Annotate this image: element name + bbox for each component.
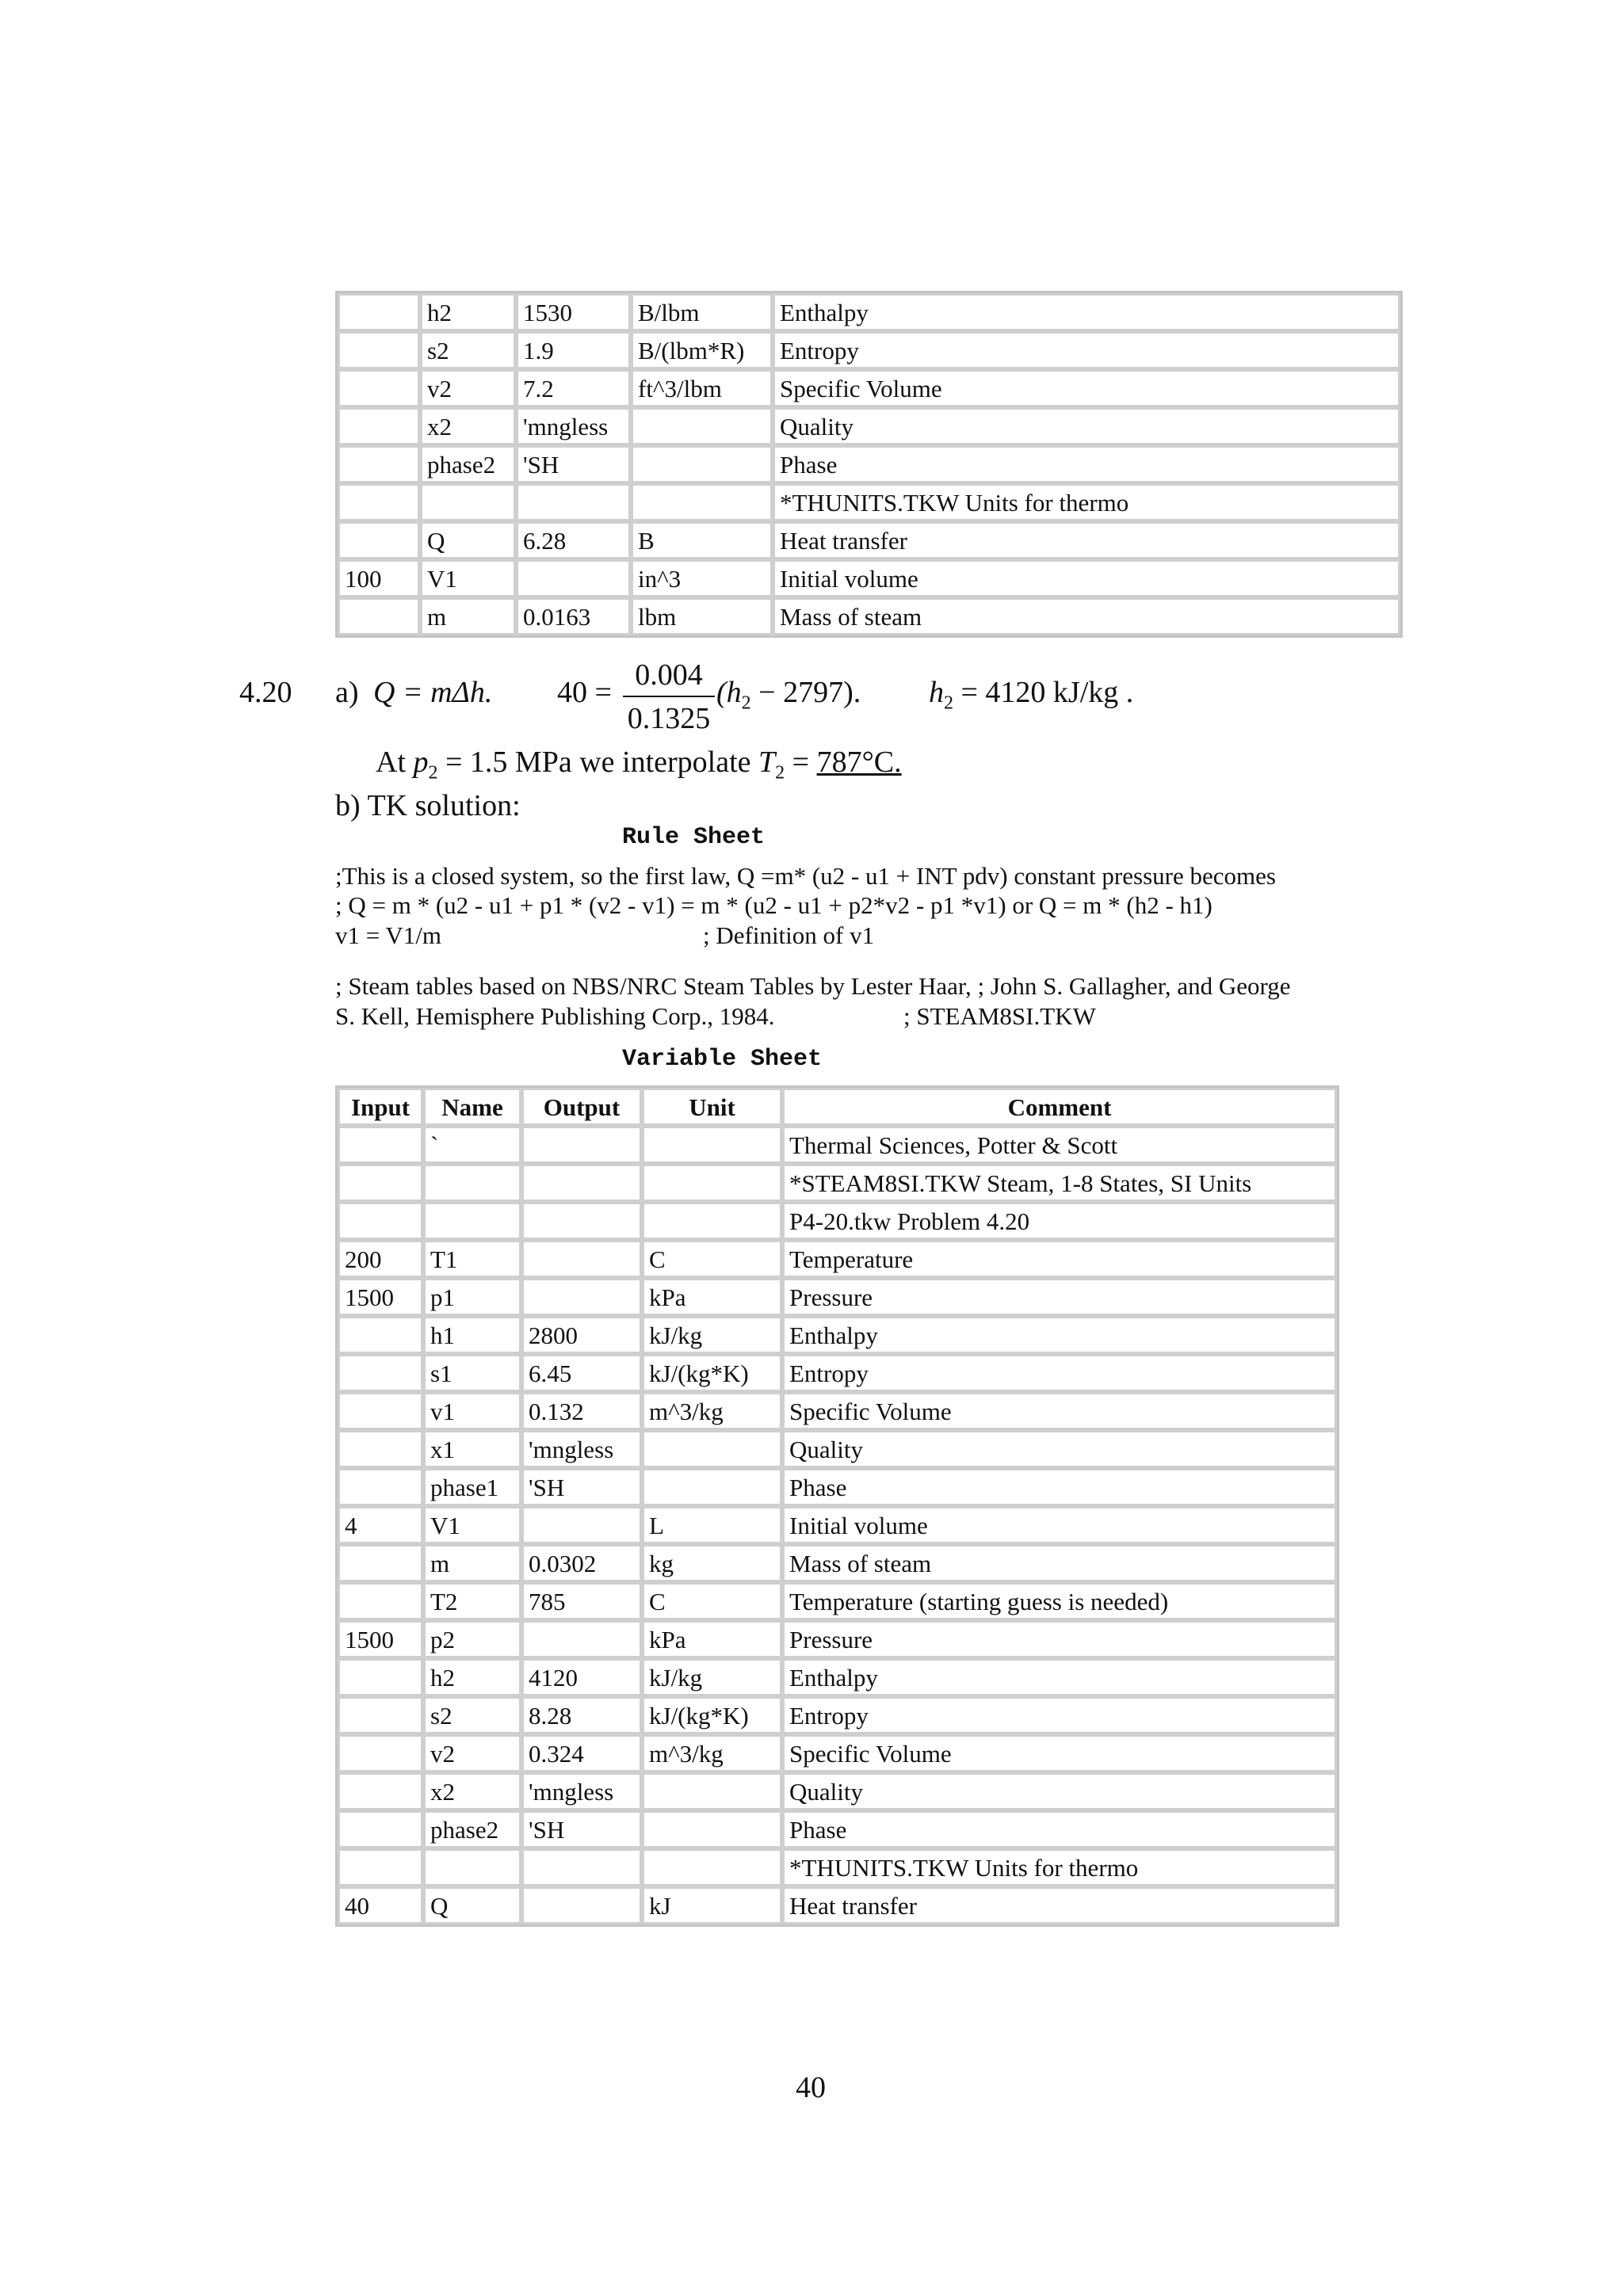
name-cell bbox=[420, 483, 516, 521]
interp-result: 787°C. bbox=[816, 746, 902, 779]
unit-cell: L bbox=[642, 1506, 782, 1544]
eq2-paren-h: (h bbox=[716, 676, 742, 709]
table-row bbox=[338, 1772, 1337, 1810]
output-cell: 0.324 bbox=[521, 1734, 642, 1772]
table-row bbox=[338, 1240, 1337, 1278]
output-cell bbox=[521, 1278, 642, 1316]
name-cell: T1 bbox=[423, 1240, 521, 1278]
output-cell: 785 bbox=[521, 1582, 642, 1620]
unit-cell: kJ/kg bbox=[642, 1316, 782, 1354]
header-row bbox=[338, 1088, 1337, 1126]
output-cell bbox=[521, 1164, 642, 1202]
table1-body bbox=[338, 293, 1400, 635]
problem-number: 4.20 bbox=[239, 676, 292, 709]
comment-cell: P4-20.tkw Problem 4.20 bbox=[782, 1202, 1337, 1240]
input-cell bbox=[338, 293, 420, 331]
input-cell bbox=[338, 445, 420, 483]
fraction-numerator: 0.004 bbox=[635, 658, 703, 692]
comment-cell: Specific Volume bbox=[773, 369, 1400, 407]
interp-p: p bbox=[413, 746, 429, 779]
comment-cell: Heat transfer bbox=[782, 1886, 1337, 1924]
input-cell bbox=[338, 1354, 423, 1392]
name-cell: v1 bbox=[423, 1392, 521, 1430]
table-row bbox=[338, 1658, 1337, 1696]
output-cell bbox=[516, 559, 631, 597]
table-row bbox=[338, 1316, 1337, 1354]
comment-cell: Quality bbox=[773, 407, 1400, 445]
comment-cell: Quality bbox=[782, 1772, 1337, 1810]
fraction-denominator: 0.1325 bbox=[627, 702, 711, 735]
comment-cell: Temperature (starting guess is needed) bbox=[782, 1582, 1337, 1620]
comment-cell: Quality bbox=[782, 1430, 1337, 1468]
input-cell bbox=[338, 1468, 423, 1506]
table-row bbox=[338, 559, 1400, 597]
variable-sheet-table bbox=[335, 1085, 1339, 1927]
input-cell bbox=[338, 1202, 423, 1240]
rule-line-5b: ; STEAM8SI.TKW bbox=[903, 1002, 1096, 1030]
unit-cell: kJ/(kg*K) bbox=[642, 1354, 782, 1392]
page-number: 40 bbox=[796, 2071, 826, 2104]
name-cell: T2 bbox=[423, 1582, 521, 1620]
table2-body bbox=[338, 1126, 1337, 1924]
input-cell: 1500 bbox=[338, 1620, 423, 1658]
input-cell bbox=[338, 521, 420, 559]
unit-cell bbox=[642, 1848, 782, 1886]
output-cell bbox=[521, 1620, 642, 1658]
rule-line-2: ; Q = m * (u2 - u1 + p1 * (v2 - v1) = m * (u2 - u1 + p2*v2 - p1 *v1) or Q = m * (h2 - h1) bbox=[335, 891, 1212, 919]
unit-cell bbox=[631, 445, 773, 483]
table-row bbox=[338, 1392, 1337, 1430]
comment-cell: Specific Volume bbox=[782, 1392, 1337, 1430]
name-cell: s2 bbox=[420, 331, 516, 369]
table-row bbox=[338, 1544, 1337, 1582]
output-cell bbox=[521, 1848, 642, 1886]
output-cell: 'mngless bbox=[516, 407, 631, 445]
output-cell: 'SH bbox=[516, 445, 631, 483]
unit-cell: kg bbox=[642, 1544, 782, 1582]
input-cell bbox=[338, 483, 420, 521]
table-row bbox=[338, 293, 1400, 331]
unit-cell: m^3/kg bbox=[642, 1392, 782, 1430]
interp-T: T bbox=[758, 746, 776, 779]
name-cell: phase1 bbox=[423, 1468, 521, 1506]
table-row bbox=[338, 1886, 1337, 1924]
eq2-tail: − 2797). bbox=[750, 676, 861, 709]
comment-cell: Thermal Sciences, Potter & Scott bbox=[782, 1126, 1337, 1164]
input-cell bbox=[338, 369, 420, 407]
comment-cell: Entropy bbox=[782, 1354, 1337, 1392]
comment-cell: Phase bbox=[782, 1810, 1337, 1848]
output-cell bbox=[516, 483, 631, 521]
interpolation-line bbox=[376, 745, 902, 784]
rule-sheet-heading: Rule Sheet bbox=[622, 824, 766, 851]
unit-cell: kJ/kg bbox=[642, 1658, 782, 1696]
unit-cell: m^3/kg bbox=[642, 1734, 782, 1772]
interp-eq: = bbox=[785, 746, 817, 779]
unit-cell: kJ/(kg*K) bbox=[642, 1696, 782, 1734]
name-cell: p1 bbox=[423, 1278, 521, 1316]
input-cell bbox=[338, 331, 420, 369]
comment-cell: Phase bbox=[782, 1468, 1337, 1506]
name-cell: m bbox=[423, 1544, 521, 1582]
name-cell: h2 bbox=[420, 293, 516, 331]
table-row bbox=[338, 1848, 1337, 1886]
input-cell bbox=[338, 1392, 423, 1430]
table-row bbox=[338, 483, 1400, 521]
input-cell bbox=[338, 1126, 423, 1164]
comment-cell: *THUNITS.TKW Units for thermo bbox=[773, 483, 1400, 521]
unit-cell bbox=[642, 1202, 782, 1240]
unit-cell bbox=[631, 407, 773, 445]
rule-line-5a: S. Kell, Hemisphere Publishing Corp., 1984. bbox=[335, 1002, 775, 1030]
eq3-sub: 2 bbox=[944, 692, 953, 714]
unit-cell bbox=[642, 1126, 782, 1164]
name-cell: x2 bbox=[423, 1772, 521, 1810]
variable-sheet-heading: Variable Sheet bbox=[622, 1046, 823, 1073]
name-cell: V1 bbox=[420, 559, 516, 597]
input-cell bbox=[338, 1164, 423, 1202]
col-name: Name bbox=[423, 1088, 521, 1126]
comment-cell: Initial volume bbox=[773, 559, 1400, 597]
name-cell: v2 bbox=[420, 369, 516, 407]
rule-line-4: ; Steam tables based on NBS/NRC Steam Tables by Lester Haar, ; John S. Gallagher, and George bbox=[335, 972, 1291, 1000]
unit-cell: kPa bbox=[642, 1278, 782, 1316]
unit-cell: C bbox=[642, 1240, 782, 1278]
comment-cell: Entropy bbox=[782, 1696, 1337, 1734]
table-row bbox=[338, 1810, 1337, 1848]
output-cell: 7.2 bbox=[516, 369, 631, 407]
col-output: Output bbox=[521, 1088, 642, 1126]
name-cell: v2 bbox=[423, 1734, 521, 1772]
input-cell: 1500 bbox=[338, 1278, 423, 1316]
table-row bbox=[338, 1278, 1337, 1316]
output-cell: 1530 bbox=[516, 293, 631, 331]
fraction-bar bbox=[623, 696, 715, 697]
unit-cell: lbm bbox=[631, 597, 773, 635]
output-cell: 6.28 bbox=[516, 521, 631, 559]
name-cell: ` bbox=[423, 1126, 521, 1164]
input-cell bbox=[338, 1848, 423, 1886]
output-cell: 0.132 bbox=[521, 1392, 642, 1430]
table-row bbox=[338, 445, 1400, 483]
output-cell bbox=[521, 1886, 642, 1924]
input-cell: 200 bbox=[338, 1240, 423, 1278]
table-row bbox=[338, 1126, 1337, 1164]
table-row bbox=[338, 1696, 1337, 1734]
name-cell: p2 bbox=[423, 1620, 521, 1658]
table-row bbox=[338, 1430, 1337, 1468]
input-cell bbox=[338, 1544, 423, 1582]
comment-cell: Temperature bbox=[782, 1240, 1337, 1278]
unit-cell: ft^3/lbm bbox=[631, 369, 773, 407]
output-cell bbox=[521, 1126, 642, 1164]
unit-cell bbox=[642, 1468, 782, 1506]
interp-T-sub: 2 bbox=[775, 762, 785, 784]
comment-cell: Entropy bbox=[773, 331, 1400, 369]
equation-h2-term bbox=[716, 675, 861, 715]
name-cell bbox=[423, 1848, 521, 1886]
comment-cell: Phase bbox=[773, 445, 1400, 483]
input-cell bbox=[338, 1810, 423, 1848]
output-cell: 0.0163 bbox=[516, 597, 631, 635]
interp-p-sub: 2 bbox=[428, 762, 438, 784]
eq3-h: h bbox=[929, 676, 944, 709]
name-cell: Q bbox=[423, 1886, 521, 1924]
output-cell bbox=[521, 1506, 642, 1544]
output-cell: 2800 bbox=[521, 1316, 642, 1354]
name-cell: phase2 bbox=[423, 1810, 521, 1848]
input-cell bbox=[338, 1734, 423, 1772]
comment-cell: Pressure bbox=[782, 1278, 1337, 1316]
unit-cell: in^3 bbox=[631, 559, 773, 597]
part-a-label: a) bbox=[335, 676, 359, 709]
input-cell bbox=[338, 1658, 423, 1696]
output-cell bbox=[521, 1240, 642, 1278]
name-cell bbox=[423, 1164, 521, 1202]
comment-cell: Enthalpy bbox=[782, 1316, 1337, 1354]
name-cell: phase2 bbox=[420, 445, 516, 483]
comment-cell: Mass of steam bbox=[773, 597, 1400, 635]
output-cell: 0.0302 bbox=[521, 1544, 642, 1582]
table-row bbox=[338, 521, 1400, 559]
comment-cell: Heat transfer bbox=[773, 521, 1400, 559]
unit-cell bbox=[642, 1164, 782, 1202]
unit-cell: kPa bbox=[642, 1620, 782, 1658]
input-cell bbox=[338, 407, 420, 445]
unit-cell: kJ bbox=[642, 1886, 782, 1924]
table-row bbox=[338, 1582, 1337, 1620]
name-cell: m bbox=[420, 597, 516, 635]
unit-cell: B/(lbm*R) bbox=[631, 331, 773, 369]
table-row bbox=[338, 1202, 1337, 1240]
output-cell: 'mngless bbox=[521, 1430, 642, 1468]
rule-line-3b: ; Definition of v1 bbox=[703, 921, 875, 949]
table-row bbox=[338, 1354, 1337, 1392]
unit-cell: B/lbm bbox=[631, 293, 773, 331]
comment-cell: *STEAM8SI.TKW Steam, 1-8 States, SI Units bbox=[782, 1164, 1337, 1202]
name-cell: x1 bbox=[423, 1430, 521, 1468]
comment-cell: *THUNITS.TKW Units for thermo bbox=[782, 1848, 1337, 1886]
col-comment: Comment bbox=[782, 1088, 1337, 1126]
input-cell bbox=[338, 1772, 423, 1810]
input-cell: 4 bbox=[338, 1506, 423, 1544]
col-unit: Unit bbox=[642, 1088, 782, 1126]
input-cell bbox=[338, 1316, 423, 1354]
table-row bbox=[338, 369, 1400, 407]
table-row bbox=[338, 331, 1400, 369]
unit-cell: C bbox=[642, 1582, 782, 1620]
name-cell bbox=[423, 1202, 521, 1240]
eq2-sub: 2 bbox=[741, 692, 751, 714]
output-cell: 6.45 bbox=[521, 1354, 642, 1392]
unit-cell: B bbox=[631, 521, 773, 559]
part-b-heading: b) TK solution: bbox=[335, 789, 521, 822]
name-cell: x2 bbox=[420, 407, 516, 445]
name-cell: Q bbox=[420, 521, 516, 559]
name-cell: V1 bbox=[423, 1506, 521, 1544]
input-cell bbox=[338, 1696, 423, 1734]
table-row bbox=[338, 1506, 1337, 1544]
unit-cell bbox=[642, 1772, 782, 1810]
name-cell: h2 bbox=[423, 1658, 521, 1696]
comment-cell: Initial volume bbox=[782, 1506, 1337, 1544]
unit-cell bbox=[642, 1810, 782, 1848]
input-cell bbox=[338, 1430, 423, 1468]
variable-table-continued bbox=[335, 291, 1403, 638]
output-cell bbox=[521, 1202, 642, 1240]
table-row bbox=[338, 407, 1400, 445]
comment-cell: Mass of steam bbox=[782, 1544, 1337, 1582]
input-cell bbox=[338, 597, 420, 635]
input-cell bbox=[338, 1582, 423, 1620]
name-cell: h1 bbox=[423, 1316, 521, 1354]
name-cell: s2 bbox=[423, 1696, 521, 1734]
output-cell: 'SH bbox=[521, 1810, 642, 1848]
input-cell: 100 bbox=[338, 559, 420, 597]
output-cell: 'mngless bbox=[521, 1772, 642, 1810]
col-input: Input bbox=[338, 1088, 423, 1126]
output-cell: 1.9 bbox=[516, 331, 631, 369]
variable-sheet-header bbox=[338, 1088, 1337, 1126]
output-cell: 'SH bbox=[521, 1468, 642, 1506]
input-cell: 40 bbox=[338, 1886, 423, 1924]
eq3-rest: = 4120 kJ/kg . bbox=[953, 676, 1134, 709]
table-row bbox=[338, 1164, 1337, 1202]
unit-cell bbox=[642, 1430, 782, 1468]
table-row bbox=[338, 597, 1400, 635]
table-row bbox=[338, 1734, 1337, 1772]
comment-cell: Enthalpy bbox=[782, 1658, 1337, 1696]
table-row bbox=[338, 1620, 1337, 1658]
interp-mid: = 1.5 MPa we interpolate bbox=[437, 746, 759, 779]
table-row bbox=[338, 1468, 1337, 1506]
comment-cell: Specific Volume bbox=[782, 1734, 1337, 1772]
output-cell: 8.28 bbox=[521, 1696, 642, 1734]
equation-h2-result bbox=[929, 675, 1133, 715]
equation-lhs: 40 = bbox=[557, 676, 612, 709]
rule-line-1: ;This is a closed system, so the first law, Q =m* (u2 - u1 + INT pdv) constant pressure becomes bbox=[335, 862, 1276, 890]
interp-prefix: At bbox=[376, 746, 414, 779]
name-cell: s1 bbox=[423, 1354, 521, 1392]
output-cell: 4120 bbox=[521, 1658, 642, 1696]
unit-cell bbox=[631, 483, 773, 521]
comment-cell: Pressure bbox=[782, 1620, 1337, 1658]
rule-line-3a: v1 = V1/m bbox=[335, 921, 442, 949]
equation-q-m-dh: Q = mΔh. bbox=[373, 676, 493, 709]
comment-cell: Enthalpy bbox=[773, 293, 1400, 331]
